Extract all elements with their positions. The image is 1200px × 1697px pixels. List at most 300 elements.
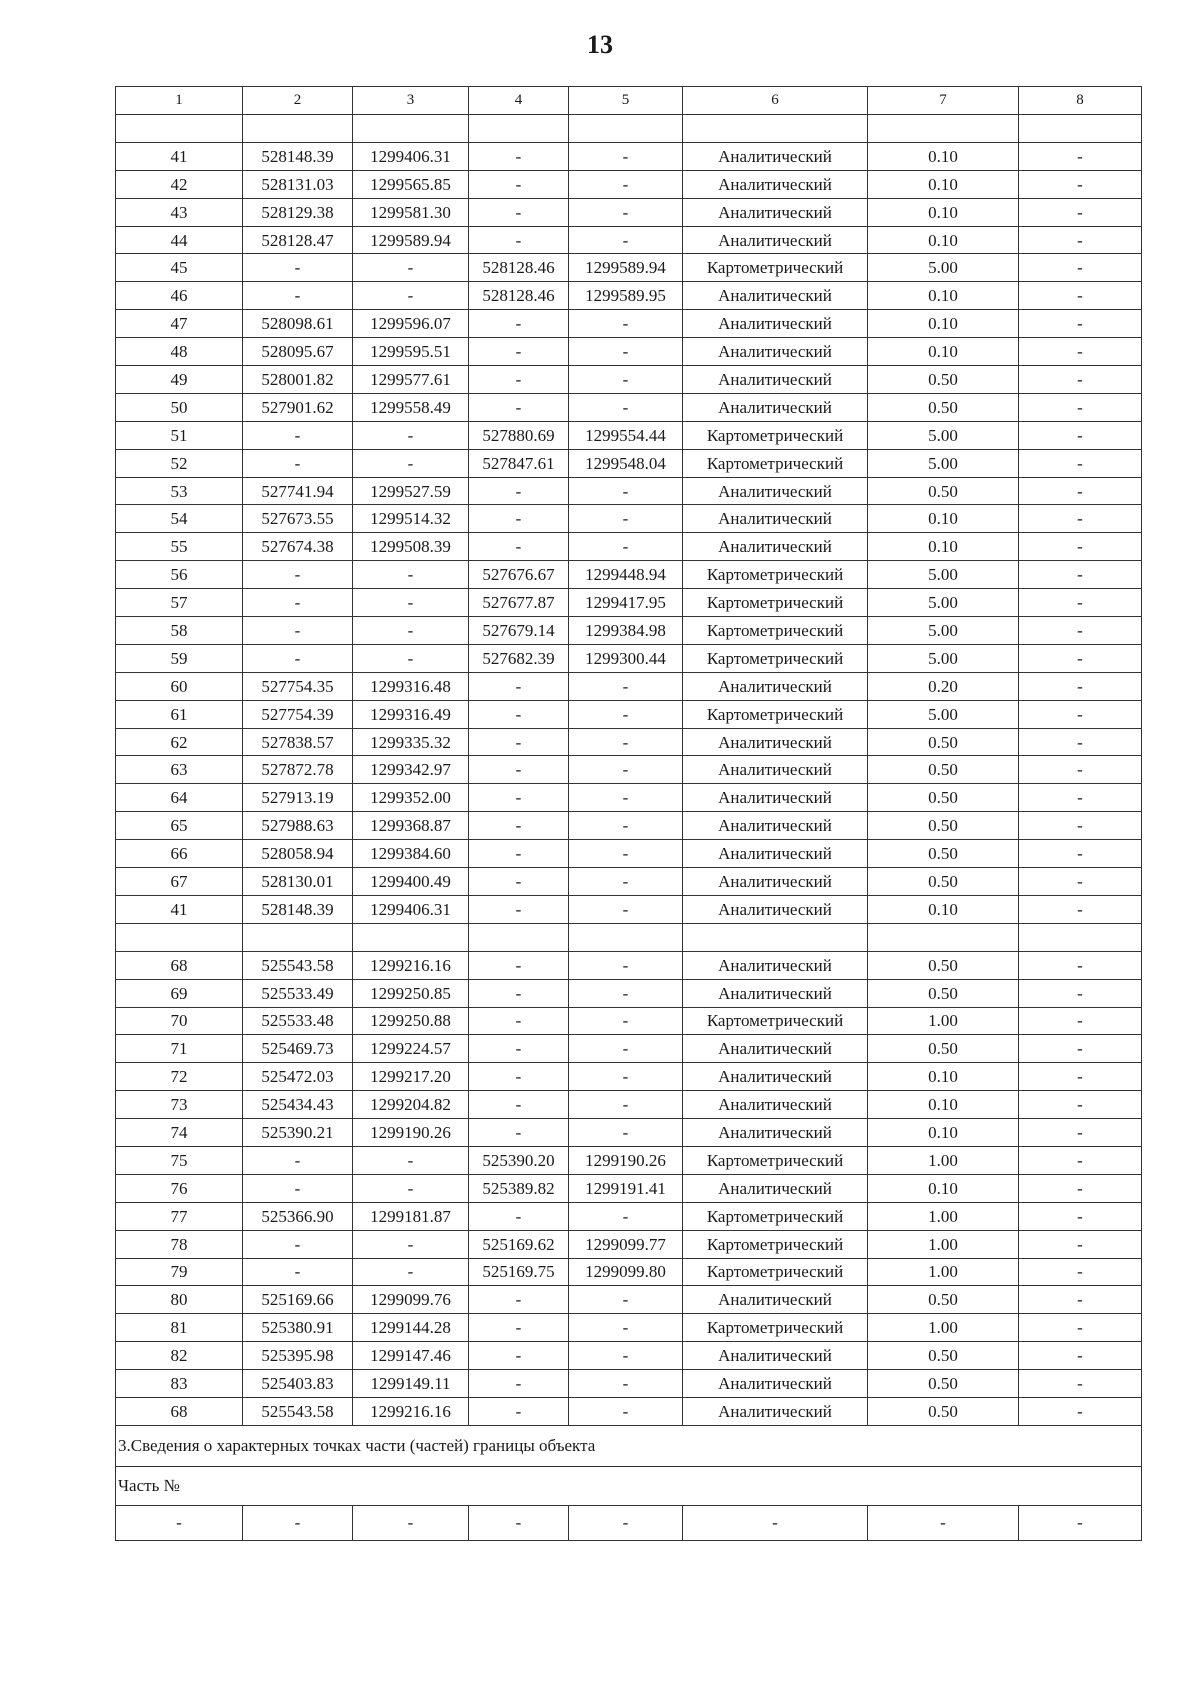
table-cell: -	[1019, 505, 1142, 533]
table-cell: -	[243, 589, 353, 617]
table-cell: -	[569, 226, 683, 254]
table-cell: 1299589.95	[569, 282, 683, 310]
table-cell: Картометрический	[683, 421, 868, 449]
table-cell: -	[1019, 1370, 1142, 1398]
table-row	[116, 1063, 1142, 1091]
table-cell: -	[1019, 617, 1142, 645]
table-cell: -	[569, 951, 683, 979]
table-cell: 75	[116, 1146, 243, 1174]
table-cell: 57	[116, 589, 243, 617]
table-cell: 1.00	[868, 1202, 1019, 1230]
table-cell: Аналитический	[683, 170, 868, 198]
table-cell: 0.10	[868, 142, 1019, 170]
table-cell: 78	[116, 1230, 243, 1258]
table-cell: 59	[116, 644, 243, 672]
table-cell: 1299181.87	[353, 1202, 469, 1230]
table-cell: 51	[116, 421, 243, 449]
table-row	[116, 617, 1142, 645]
table-cell: -	[1019, 226, 1142, 254]
table-cell: -	[469, 840, 569, 868]
table-row	[116, 1505, 1142, 1540]
table-cell: -	[1019, 1314, 1142, 1342]
table-cell: -	[469, 756, 569, 784]
table-cell: 43	[116, 198, 243, 226]
table-cell: -	[569, 366, 683, 394]
table-row	[116, 449, 1142, 477]
table-row	[116, 393, 1142, 421]
table-cell: -	[353, 1505, 469, 1540]
table-cell: 0.10	[868, 1091, 1019, 1119]
table-row	[116, 1146, 1142, 1174]
table-row	[116, 1286, 1142, 1314]
table-cell: 64	[116, 784, 243, 812]
table-cell: -	[569, 1505, 683, 1540]
table-cell: 52	[116, 449, 243, 477]
table-cell: 525380.91	[243, 1314, 353, 1342]
table-row	[116, 644, 1142, 672]
table-cell: -	[243, 254, 353, 282]
table-cell: 5.00	[868, 421, 1019, 449]
table-cell: 1299190.26	[569, 1146, 683, 1174]
table-cell: 525434.43	[243, 1091, 353, 1119]
table-row	[116, 533, 1142, 561]
table-cell: Аналитический	[683, 198, 868, 226]
table-cell: Аналитический	[683, 951, 868, 979]
table-cell: 47	[116, 310, 243, 338]
table-row	[116, 1230, 1142, 1258]
table-cell: -	[1019, 672, 1142, 700]
table-cell: 0.10	[868, 505, 1019, 533]
table-cell: -	[469, 393, 569, 421]
table-cell: Аналитический	[683, 1370, 868, 1398]
table-cell: 1299589.94	[353, 226, 469, 254]
table-cell: -	[569, 840, 683, 868]
table-cell: -	[569, 142, 683, 170]
table-cell	[868, 923, 1019, 951]
table-cell: -	[1019, 1146, 1142, 1174]
table-cell: 5.00	[868, 561, 1019, 589]
table-cell: -	[569, 1342, 683, 1370]
table-cell: Аналитический	[683, 282, 868, 310]
table-cell: -	[1019, 728, 1142, 756]
table-cell: 48	[116, 338, 243, 366]
table-cell: 0.50	[868, 1397, 1019, 1425]
table-cell	[569, 115, 683, 143]
table-cell: 0.10	[868, 338, 1019, 366]
table-cell: 7	[868, 87, 1019, 115]
table-cell: 70	[116, 1007, 243, 1035]
table-cell: 79	[116, 1258, 243, 1286]
table-cell: 1299342.97	[353, 756, 469, 784]
table-row	[116, 1007, 1142, 1035]
table-cell: 525469.73	[243, 1035, 353, 1063]
table-cell: -	[353, 1146, 469, 1174]
table-cell: -	[1019, 421, 1142, 449]
table-cell: -	[353, 282, 469, 310]
table-cell: -	[1019, 449, 1142, 477]
table-cell: -	[243, 561, 353, 589]
table-cell: -	[469, 1119, 569, 1147]
table-cell: -	[569, 784, 683, 812]
table-cell: 0.10	[868, 170, 1019, 198]
table-cell: -	[683, 1505, 868, 1540]
table-cell: -	[1019, 254, 1142, 282]
part-label-text: Часть №	[116, 1466, 1142, 1505]
table-cell: Аналитический	[683, 226, 868, 254]
table-cell: Аналитический	[683, 393, 868, 421]
table-cell: 1299508.39	[353, 533, 469, 561]
table-cell: Аналитический	[683, 1119, 868, 1147]
table-cell: 66	[116, 840, 243, 868]
table-cell: -	[469, 1202, 569, 1230]
table-cell: 0.50	[868, 1370, 1019, 1398]
table-row	[116, 505, 1142, 533]
table-cell	[683, 115, 868, 143]
table-cell: 5.00	[868, 617, 1019, 645]
table-cell: -	[1019, 868, 1142, 896]
table-cell: 1299548.04	[569, 449, 683, 477]
table-cell: -	[469, 812, 569, 840]
table-cell: Картометрический	[683, 617, 868, 645]
table-cell: 46	[116, 282, 243, 310]
table-cell: -	[469, 198, 569, 226]
table-row	[116, 756, 1142, 784]
table-cell: -	[569, 979, 683, 1007]
table-cell: -	[469, 338, 569, 366]
table-cell: 4	[469, 87, 569, 115]
table-cell	[353, 115, 469, 143]
table-cell: 525472.03	[243, 1063, 353, 1091]
table-cell: 74	[116, 1119, 243, 1147]
table-cell: 525390.21	[243, 1119, 353, 1147]
table-cell: 1.00	[868, 1314, 1019, 1342]
table-cell: 1299565.85	[353, 170, 469, 198]
table-row	[116, 895, 1142, 923]
table-row	[116, 170, 1142, 198]
table-cell: 1299144.28	[353, 1314, 469, 1342]
part-label	[116, 1466, 1142, 1505]
table-cell: -	[469, 1035, 569, 1063]
table-cell	[243, 923, 353, 951]
table-cell: 1299099.77	[569, 1230, 683, 1258]
table-cell: 527988.63	[243, 812, 353, 840]
table-cell: 0.10	[868, 310, 1019, 338]
table-cell: -	[569, 1314, 683, 1342]
table-cell: -	[243, 1174, 353, 1202]
table-row	[116, 1119, 1142, 1147]
table-cell: -	[353, 449, 469, 477]
table-cell: -	[469, 895, 569, 923]
table-cell: Аналитический	[683, 366, 868, 394]
table-cell	[683, 923, 868, 951]
table-cell: 528130.01	[243, 868, 353, 896]
table-cell: Картометрический	[683, 254, 868, 282]
table-cell: -	[569, 1007, 683, 1035]
table-cell: Картометрический	[683, 1202, 868, 1230]
table-cell: Аналитический	[683, 1174, 868, 1202]
table-cell: 5	[569, 87, 683, 115]
table-cell: 525543.58	[243, 1397, 353, 1425]
table-cell	[116, 923, 243, 951]
table-cell: 1299406.31	[353, 895, 469, 923]
table-cell: 525533.48	[243, 1007, 353, 1035]
table-cell: -	[116, 1505, 243, 1540]
table-cell: -	[569, 756, 683, 784]
table-cell: -	[569, 338, 683, 366]
boundary-points-table	[115, 86, 1142, 1541]
table-cell: -	[469, 142, 569, 170]
table-row	[116, 254, 1142, 282]
table-cell: Аналитический	[683, 505, 868, 533]
table-cell	[469, 115, 569, 143]
table-cell: -	[1019, 979, 1142, 1007]
table-cell: -	[469, 1397, 569, 1425]
table-cell: -	[1019, 561, 1142, 589]
table-cell: -	[569, 812, 683, 840]
table-cell: Картометрический	[683, 1146, 868, 1174]
table-cell: -	[469, 505, 569, 533]
table-cell: -	[569, 198, 683, 226]
table-cell: 80	[116, 1286, 243, 1314]
table-cell: 1299595.51	[353, 338, 469, 366]
table-cell: 0.10	[868, 533, 1019, 561]
table-cell: Аналитический	[683, 477, 868, 505]
table-cell: 0.50	[868, 1286, 1019, 1314]
table-cell: 76	[116, 1174, 243, 1202]
table-cell: -	[1019, 366, 1142, 394]
table-cell: -	[1019, 1091, 1142, 1119]
table-cell: 42	[116, 170, 243, 198]
table-cell: Аналитический	[683, 1035, 868, 1063]
table-cell: 67	[116, 868, 243, 896]
table-cell: -	[1019, 644, 1142, 672]
table-row	[116, 784, 1142, 812]
table-cell: -	[569, 477, 683, 505]
table-cell: Картометрический	[683, 561, 868, 589]
table-cell: 0.10	[868, 1174, 1019, 1202]
table-cell: 1299384.98	[569, 617, 683, 645]
table-cell: Картометрический	[683, 1314, 868, 1342]
table-cell: 1.00	[868, 1258, 1019, 1286]
table-cell: 525533.49	[243, 979, 353, 1007]
table-cell: Аналитический	[683, 1286, 868, 1314]
table-cell: -	[569, 1286, 683, 1314]
table-cell: Картометрический	[683, 1007, 868, 1035]
table-cell: Аналитический	[683, 1063, 868, 1091]
table-cell: -	[1019, 784, 1142, 812]
table-cell: Картометрический	[683, 589, 868, 617]
table-cell: 1	[116, 87, 243, 115]
table-cell: -	[243, 1146, 353, 1174]
table-cell: 5.00	[868, 449, 1019, 477]
table-cell: 1299099.80	[569, 1258, 683, 1286]
table-cell: Аналитический	[683, 756, 868, 784]
table-cell: Аналитический	[683, 979, 868, 1007]
table-row	[116, 1091, 1142, 1119]
table-cell: 0.50	[868, 366, 1019, 394]
table-cell: 528095.67	[243, 338, 353, 366]
column-header-row	[116, 87, 1142, 115]
table-cell: Аналитический	[683, 1342, 868, 1370]
table-cell: 0.50	[868, 728, 1019, 756]
table-cell: -	[469, 979, 569, 1007]
table-cell: -	[469, 1063, 569, 1091]
table-cell: -	[469, 728, 569, 756]
table-cell	[116, 115, 243, 143]
table-row	[116, 589, 1142, 617]
table-cell: 0.50	[868, 756, 1019, 784]
table-cell: 0.10	[868, 1119, 1019, 1147]
table-cell: -	[1019, 1258, 1142, 1286]
table-cell: 528128.46	[469, 282, 569, 310]
table-cell: -	[243, 644, 353, 672]
table-cell: 525366.90	[243, 1202, 353, 1230]
table-row	[116, 951, 1142, 979]
table-cell: -	[353, 561, 469, 589]
table-row	[116, 421, 1142, 449]
table-cell: 0.10	[868, 1063, 1019, 1091]
table-cell: 45	[116, 254, 243, 282]
table-cell: -	[569, 868, 683, 896]
table-cell: Аналитический	[683, 868, 868, 896]
table-cell: 71	[116, 1035, 243, 1063]
table-cell: 1299216.16	[353, 1397, 469, 1425]
table-cell: -	[1019, 1174, 1142, 1202]
table-cell: 3	[353, 87, 469, 115]
table-cell: 1299384.60	[353, 840, 469, 868]
table-cell: 0.50	[868, 784, 1019, 812]
table-cell: -	[353, 421, 469, 449]
table-cell: -	[353, 254, 469, 282]
table-cell: 5.00	[868, 254, 1019, 282]
table-row	[116, 728, 1142, 756]
table-cell: 0.50	[868, 840, 1019, 868]
table-cell: 527913.19	[243, 784, 353, 812]
table-cell: 1299368.87	[353, 812, 469, 840]
table-cell: 0.50	[868, 868, 1019, 896]
table-cell: -	[469, 1286, 569, 1314]
table-cell: -	[353, 1258, 469, 1286]
table-cell: 1299558.49	[353, 393, 469, 421]
table-row	[116, 477, 1142, 505]
table-cell: 53	[116, 477, 243, 505]
table-row	[116, 1035, 1142, 1063]
table-cell: -	[469, 868, 569, 896]
table-cell: -	[469, 477, 569, 505]
table-cell: 1299581.30	[353, 198, 469, 226]
table-row	[116, 310, 1142, 338]
table-cell: 56	[116, 561, 243, 589]
table-cell: -	[243, 617, 353, 645]
table-cell: 72	[116, 1063, 243, 1091]
table-cell	[868, 115, 1019, 143]
table-cell: 0.50	[868, 1342, 1019, 1370]
table-cell: 1299224.57	[353, 1035, 469, 1063]
table-cell: 1299316.48	[353, 672, 469, 700]
table-cell: 1299417.95	[569, 589, 683, 617]
table-cell: -	[1019, 338, 1142, 366]
table-cell: -	[1019, 142, 1142, 170]
table-cell: 1.00	[868, 1146, 1019, 1174]
table-cell: 525395.98	[243, 1342, 353, 1370]
table-cell: 527682.39	[469, 644, 569, 672]
table-cell: -	[469, 1007, 569, 1035]
table-cell: -	[469, 533, 569, 561]
table-row	[116, 338, 1142, 366]
table-cell: 1299217.20	[353, 1063, 469, 1091]
table-cell: -	[569, 1202, 683, 1230]
table-cell: 0.20	[868, 672, 1019, 700]
table-row	[116, 142, 1142, 170]
table-cell: -	[1019, 756, 1142, 784]
table-cell: 527872.78	[243, 756, 353, 784]
table-cell: 525390.20	[469, 1146, 569, 1174]
table-cell: -	[353, 1230, 469, 1258]
table-cell	[469, 923, 569, 951]
table-cell: -	[1019, 1397, 1142, 1425]
table-cell: 50	[116, 393, 243, 421]
table-row	[116, 1174, 1142, 1202]
table-cell: 527847.61	[469, 449, 569, 477]
table-cell: -	[1019, 1202, 1142, 1230]
table-cell: -	[1019, 1286, 1142, 1314]
table-cell: 82	[116, 1342, 243, 1370]
table-cell: 525543.58	[243, 951, 353, 979]
table-cell: 63	[116, 756, 243, 784]
table-cell: 81	[116, 1314, 243, 1342]
table-cell: -	[469, 784, 569, 812]
table-cell: Картометрический	[683, 644, 868, 672]
table-row	[116, 198, 1142, 226]
table-cell: -	[569, 393, 683, 421]
table-row	[116, 1202, 1142, 1230]
table-cell: 58	[116, 617, 243, 645]
table-cell: -	[1019, 170, 1142, 198]
table-cell: -	[469, 366, 569, 394]
table-cell: -	[569, 533, 683, 561]
table-cell: 527880.69	[469, 421, 569, 449]
table-cell: -	[1019, 282, 1142, 310]
table-cell: -	[1019, 1007, 1142, 1035]
table-cell: 527677.87	[469, 589, 569, 617]
table-cell: 527754.39	[243, 700, 353, 728]
table-row	[116, 282, 1142, 310]
table-cell: 0.10	[868, 282, 1019, 310]
table-cell: -	[1019, 477, 1142, 505]
table-cell: 527676.67	[469, 561, 569, 589]
table-cell: -	[1019, 1035, 1142, 1063]
table-row	[116, 561, 1142, 589]
table-cell: 1.00	[868, 1007, 1019, 1035]
table-cell: -	[1019, 198, 1142, 226]
table-cell: -	[1019, 840, 1142, 868]
section-3-title-text: 3.Сведения о характерных точках части (частей) границы объекта	[116, 1425, 1142, 1466]
table-cell: 0.50	[868, 393, 1019, 421]
table-cell: -	[243, 282, 353, 310]
table-cell: 1299216.16	[353, 951, 469, 979]
table-row	[116, 1342, 1142, 1370]
table-cell: -	[569, 1063, 683, 1091]
table-cell: 528098.61	[243, 310, 353, 338]
table-row	[116, 979, 1142, 1007]
table-cell: Аналитический	[683, 728, 868, 756]
table-cell: -	[1019, 951, 1142, 979]
table-cell: 1299589.94	[569, 254, 683, 282]
table-cell: 0.10	[868, 895, 1019, 923]
table-cell: -	[353, 1174, 469, 1202]
table-cell: 0.10	[868, 226, 1019, 254]
table-cell: 527754.35	[243, 672, 353, 700]
